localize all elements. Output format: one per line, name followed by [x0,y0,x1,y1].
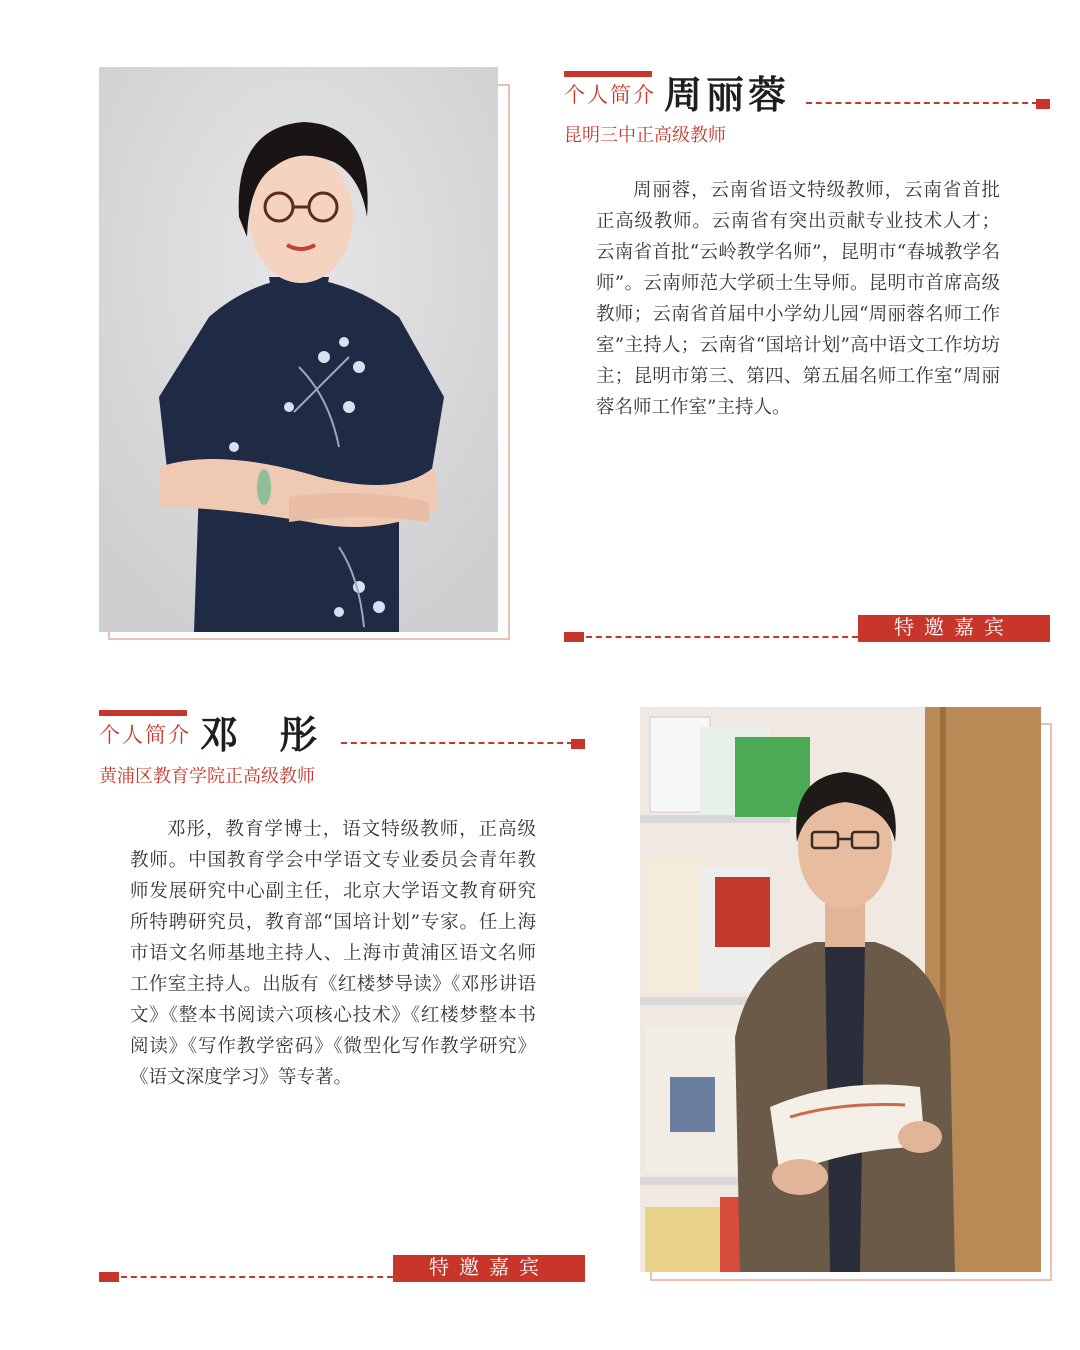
profile-name: 邓 彤 [200,712,332,757]
profile-subtitle: 黄浦区教育学院正高级教师 [99,766,315,786]
profile-bio: 邓彤，教育学博士，语文特级教师，正高级教师。中国教育学会中学语文专业委员会青年教师发展研究中心副主任，北京大学语文教育研究所特聘研究员，教育部“国培计划”专家。任上海市语文名师基地主持人、上海市黄浦区语文名师工作室主持人。出版有《红楼梦导读》《邓彤讲语文》《整本书阅读六项核心技术》《红楼梦整本书阅读》《写作教学密码》《微型化写作教学研究》《语文深度学习》等专著。 [130,819,536,1088]
profile-name: 周丽蓉 [664,72,791,117]
portrait-photo-zhou [99,67,498,632]
portrait-photo-deng [640,707,1041,1272]
footer-dashed-line [586,636,858,638]
profile-tag: 个人简介 [564,83,656,107]
footer-dash-start [564,632,584,642]
special-guest-badge: 特邀嘉宾 [393,1255,585,1282]
footer-dash-start [99,1272,119,1282]
footer-dashed-line [121,1276,393,1278]
header-dashed-line [806,102,1038,104]
header-accent-bar [99,710,187,716]
special-guest-badge: 特邀嘉宾 [858,615,1050,642]
header-dashed-line [341,742,573,744]
profile-subtitle: 昆明三中正高级教师 [564,125,726,145]
header-dash-end [1036,99,1050,109]
header-dash-end [571,739,585,749]
profile-bio: 周丽蓉，云南省语文特级教师，云南省首批正高级教师。云南省有突出贡献专业技术人才；云南省首批“云岭教学名师”，昆明市“春城教学名师”。云南师范大学硕士生导师。昆明市首席高级教师；云南省首届中小学幼儿园“周丽蓉名师工作室”主持人；云南省“国培计划”高中语文工作坊坊主；昆明市第三、第四、第五届名师工作室“周丽蓉名师工作室”主持人。 [596,180,1000,418]
header-accent-bar [564,71,652,77]
profile-tag: 个人简介 [99,723,191,747]
